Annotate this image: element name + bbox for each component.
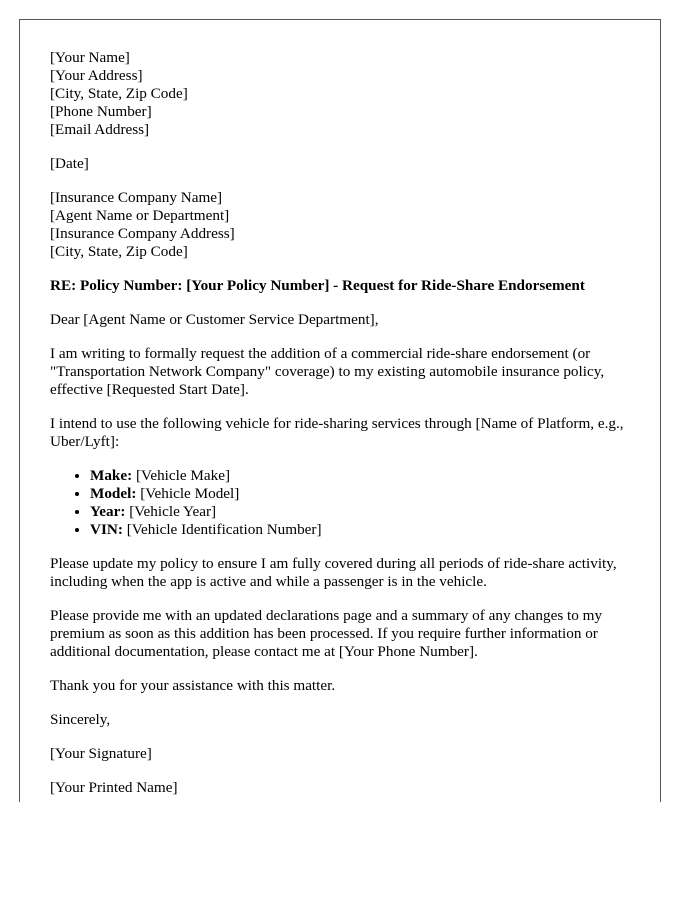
- vehicle-model-label: Model:: [90, 485, 137, 502]
- sender-address: [Your Address]: [50, 67, 143, 84]
- vehicle-year-value: [Vehicle Year]: [125, 503, 217, 520]
- salutation: Dear [Agent Name or Customer Service Department],: [50, 311, 379, 328]
- vehicle-vin-label: VIN:: [90, 521, 123, 538]
- list-item-model: [90, 485, 650, 503]
- recipient-company: [Insurance Company Name]: [50, 189, 223, 206]
- paragraph-coverage: Please update my policy to ensure I am fully covered during all periods of ride-share activity, including when the app is active and while a passenger is in the vehicle.: [50, 555, 617, 590]
- sender-email: [Email Address]: [50, 121, 150, 138]
- paragraph-intro: I am writing to formally request the addition of a commercial ride-share endorsement (or "Transportation Network Company" coverage) to my existing automobile insurance policy, effective [Requested Start Date].: [50, 345, 605, 398]
- sender-block: [50, 49, 650, 139]
- recipient-address: [Insurance Company Address]: [50, 225, 235, 242]
- recipient-agent: [Agent Name or Department]: [50, 207, 230, 224]
- recipient-city-state-zip: [City, State, Zip Code]: [50, 243, 188, 260]
- valediction: Sincerely,: [50, 711, 111, 728]
- vehicle-details-list: [50, 467, 650, 539]
- vehicle-vin-value: [Vehicle Identification Number]: [122, 521, 322, 538]
- subject-line: RE: Policy Number: [Your Policy Number] - Request for Ride-Share Endorsement: [50, 277, 585, 294]
- vehicle-make-label: Make:: [90, 467, 133, 484]
- sender-name: [Your Name]: [50, 49, 130, 66]
- list-item-vin: [90, 521, 650, 539]
- letter-date: [Date]: [50, 155, 89, 172]
- printed-name: [Your Printed Name]: [50, 779, 178, 796]
- list-item-make: [90, 467, 650, 485]
- signature-placeholder: [Your Signature]: [50, 745, 152, 762]
- paragraph-documents: Please provide me with an updated declarations page and a summary of any changes to my premium as soon as this addition has been processed. If you require further information or additional documentation, please contact me at [Your Phone Number].: [50, 607, 603, 660]
- vehicle-year-label: Year:: [90, 503, 126, 520]
- list-item-year: [90, 503, 650, 521]
- letter-content: [50, 49, 650, 797]
- sender-phone: [Phone Number]: [50, 103, 152, 120]
- sender-city-state-zip: [City, State, Zip Code]: [50, 85, 188, 102]
- paragraph-thanks: Thank you for your assistance with this matter.: [50, 677, 336, 694]
- vehicle-model-value: [Vehicle Model]: [136, 485, 240, 502]
- paragraph-vehicle-intro: I intend to use the following vehicle for ride-sharing services through [Name of Platform, e.g., Uber/Lyft]:: [50, 415, 624, 450]
- recipient-block: [50, 189, 650, 261]
- vehicle-make-value: [Vehicle Make]: [132, 467, 231, 484]
- letter-page: [19, 19, 661, 802]
